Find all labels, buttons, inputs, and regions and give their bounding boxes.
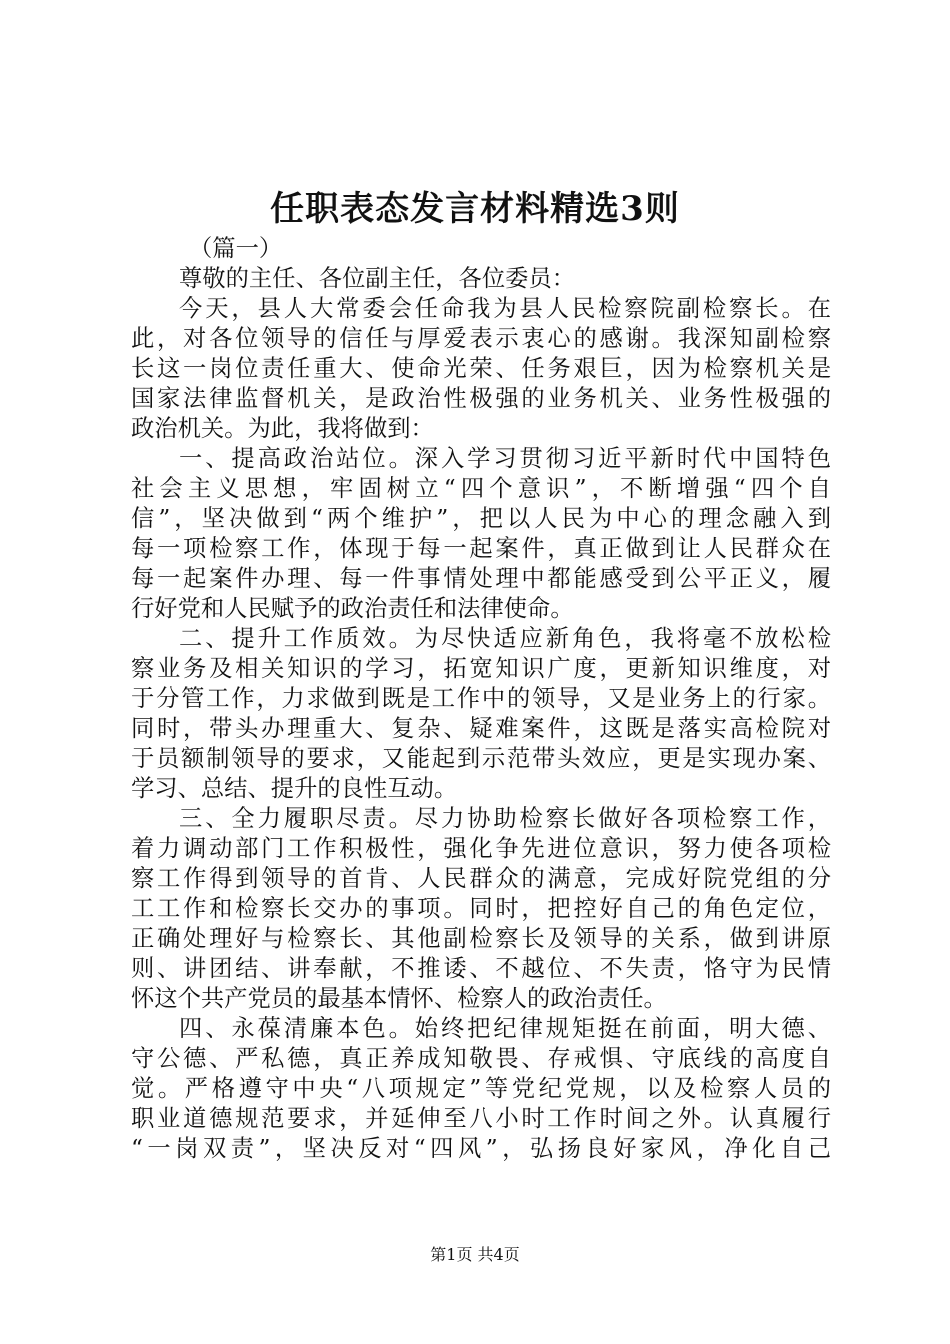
text-line: 正确处理好与检察长、其他副检察长及领导的关系，做到讲原 [131, 925, 831, 952]
text-line: 于员额制领导的要求，又能起到示范带头效应，更是实现办案、 [131, 745, 831, 772]
text-line: 社会主义思想，牢固树立“四个意识”，不断增强“四个自 [131, 475, 831, 502]
text-line: 觉。严格遵守中央“八项规定”等党纪党规，以及检察人员的 [131, 1075, 831, 1102]
text-line: 今天，县人大常委会任命我为县人民检察院副检察长。在 [179, 295, 831, 322]
text-line: 行好党和人民赋予的政治责任和法律使命。 [131, 595, 574, 622]
text-line: 一、提高政治站位。深入学习贯彻习近平新时代中国特色 [179, 445, 831, 472]
text-line: 三、全力履职尽责。尽力协助检察长做好各项检察工作， [179, 805, 831, 832]
text-line: 国家法律监督机关，是政治性极强的业务机关、业务性极强的 [131, 385, 831, 412]
text-line: 守公德、严私德，真正养成知敬畏、存戒惧、守底线的高度自 [131, 1045, 831, 1072]
text-line: 工工作和检察长交办的事项。同时，把控好自己的角色定位， [131, 895, 831, 922]
text-line: 长这一岗位责任重大、使命光荣、任务艰巨，因为检察机关是 [131, 355, 831, 382]
text-line: 同时，带头办理重大、复杂、疑难案件，这既是落实高检院对 [131, 715, 831, 742]
document-title: 任职表态发言材料精选3则 [270, 189, 680, 229]
text-line: 此，对各位领导的信任与厚爱表示衷心的感谢。我深知副检察 [131, 325, 831, 352]
text-line: 察业务及相关知识的学习，拓宽知识广度，更新知识维度，对 [131, 655, 831, 682]
text-line: 于分管工作，力求做到既是工作中的领导，又是业务上的行家。 [131, 685, 831, 712]
text-line: 怀这个共产党员的最基本情怀、检察人的政治责任。 [131, 985, 667, 1012]
document-body [131, 234, 831, 1164]
text-line: 四、永葆清廉本色。始终把纪律规矩挺在前面，明大德、 [179, 1015, 831, 1042]
text-line: 着力调动部门工作积极性，强化争先进位意识，努力使各项检 [131, 835, 831, 862]
text-line: “一岗双责”，坚决反对“四风”，弘扬良好家风，净化自己 [131, 1135, 831, 1162]
text-line: 信”，坚决做到“两个维护”，把以人民为中心的理念融入到 [131, 505, 831, 532]
text-line: 察工作得到领导的首肯、人民群众的满意，完成好院党组的分 [131, 865, 831, 892]
text-line: 政治机关。为此，我将做到： [131, 415, 434, 442]
text-line: 学习、总结、提升的良性互动。 [131, 775, 458, 802]
text-line: 职业道德规范要求，并延伸至八小时工作时间之外。认真履行 [131, 1105, 831, 1132]
text-line: 则、讲团结、讲奉献，不推诿、不越位、不失责，恪守为民情 [131, 955, 831, 982]
salutation: 尊敬的主任、各位副主任，各位委员： [179, 265, 576, 292]
text-line: 每一起案件办理、每一件事情处理中都能感受到公平正义，履 [131, 565, 831, 592]
text-line: 每一项检察工作，体现于每一起案件，真正做到让人民群众在 [131, 535, 831, 562]
page-number: 第1页 共4页 [430, 1245, 520, 1264]
text-line: 二、提升工作质效。为尽快适应新角色，我将毫不放松检 [179, 625, 831, 652]
section-heading: （篇一） [189, 235, 283, 262]
